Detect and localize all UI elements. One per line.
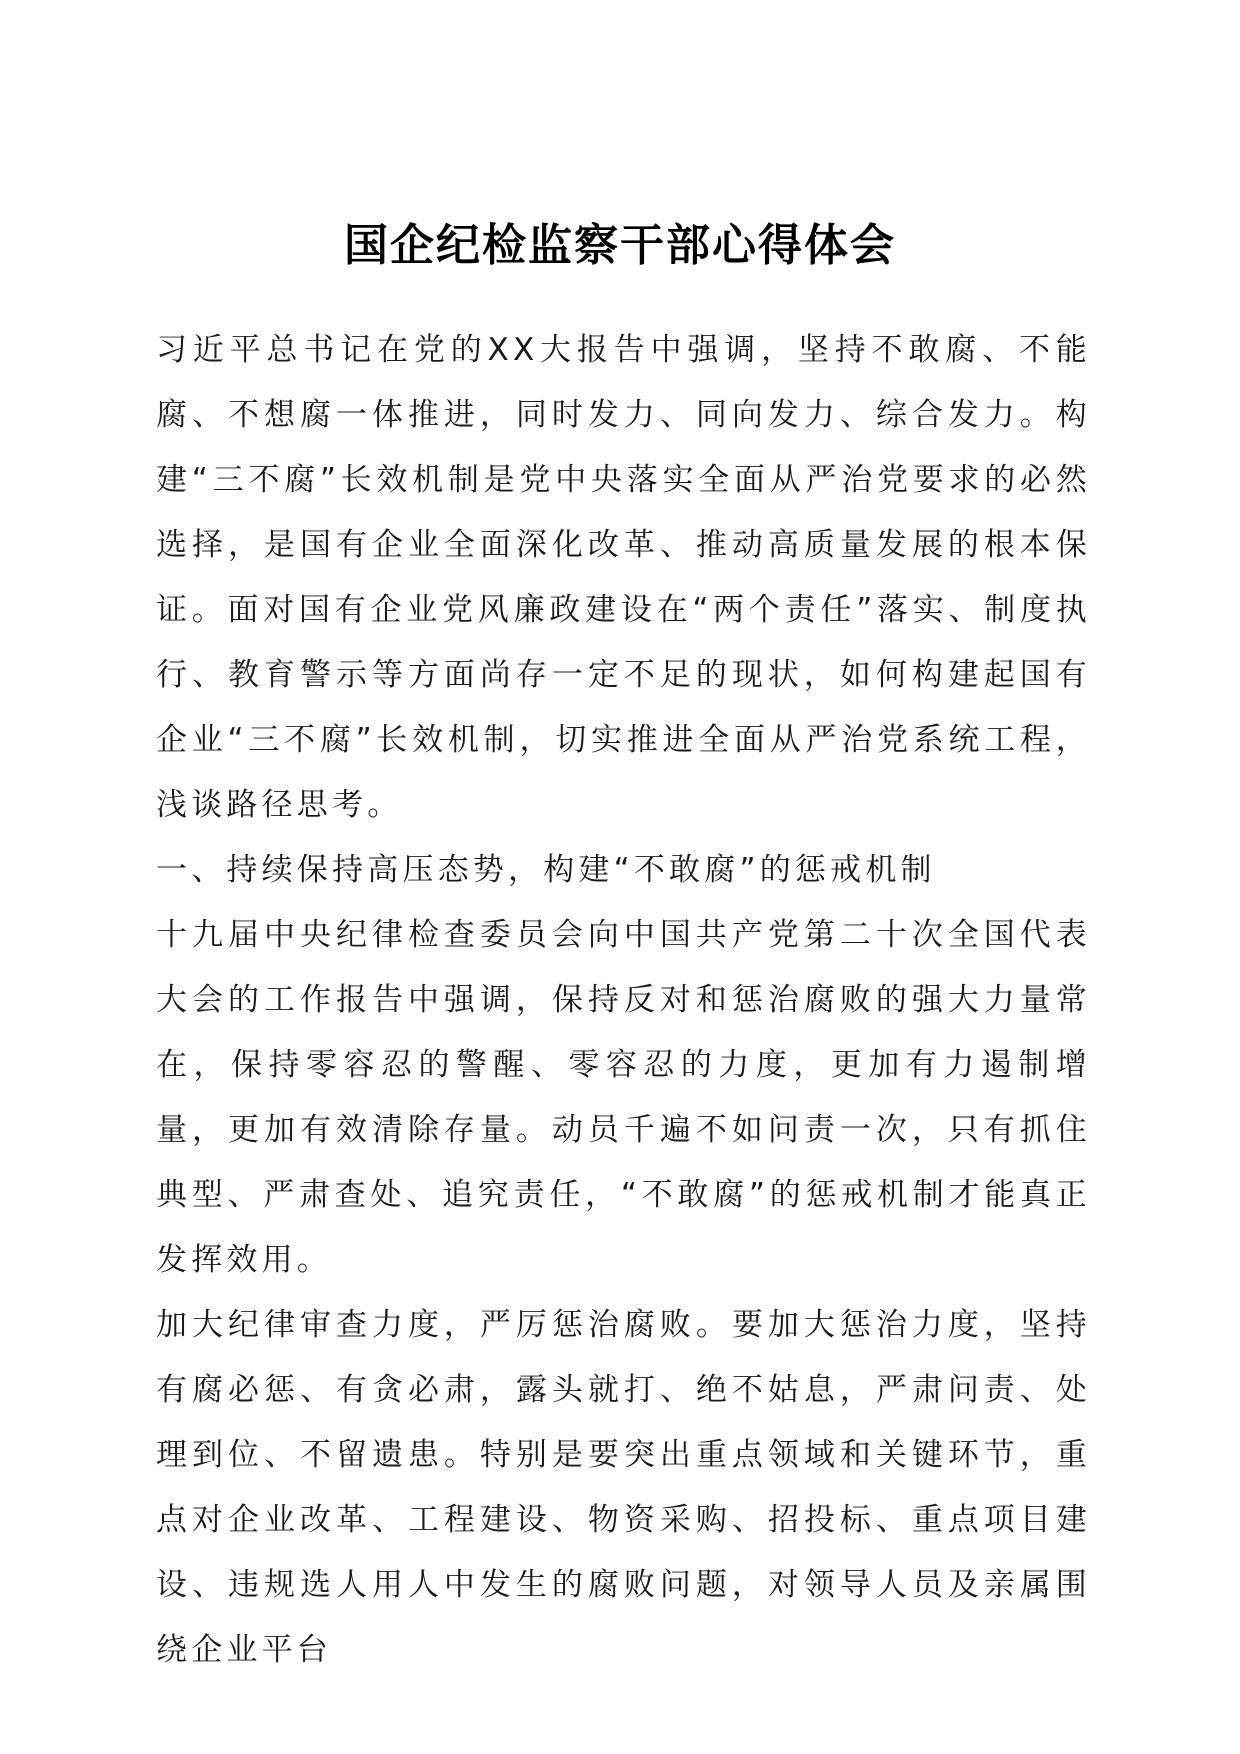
document-title: 国企纪检监察干部心得体会 (344, 220, 896, 271)
section-1-paragraph-1: 十九届中央纪律检查委员会向中国共产党第二十次全国代表大会的工作报告中强调，保持反对和惩治腐败的强大力量常在，保持零容忍的警醒、零容忍的力度，更加有力遏制增量，更加有效清除存量。动员千遍不如问责一次，只有抓住典型、严肃查处、追究责任，“不敢腐”的惩戒机制才能真正发挥效用。 (156, 917, 1091, 1278)
section-heading-1: 一、持续保持高压态势，构建“不敢腐”的惩戒机制 (156, 852, 936, 888)
document-body (156, 318, 1091, 1683)
intro-paragraph: 习近平总书记在党的XX大报告中强调，坚持不敢腐、不能腐、不想腐一体推进，同时发力、同向发力、综合发力。构建“三不腐”长效机制是党中央落实全面从严治党要求的必然选择，是国有企业全面深化改革、推动高质量发展的根本保证。面对国有企业党风廉政建设在“两个责任”落实、制度执行、教育警示等方面尚存一定不足的现状，如何构建起国有企业“三不腐”长效机制，切实推进全面从严治党系统工程，浅谈路径思考。 (156, 332, 1091, 823)
section-1-paragraph-2: 加大纪律审查力度，严厉惩治腐败。要加大惩治力度，坚持有腐必惩、有贪必肃，露头就打、绝不姑息，严肃问责、处理到位、不留遗患。特别是要突出重点领域和关键环节，重点对企业改革、工程建设、物资采购、招投标、重点项目建设、违规选人用人中发生的腐败问题，对领导人员及亲属围绕企业平台 (156, 1307, 1091, 1668)
